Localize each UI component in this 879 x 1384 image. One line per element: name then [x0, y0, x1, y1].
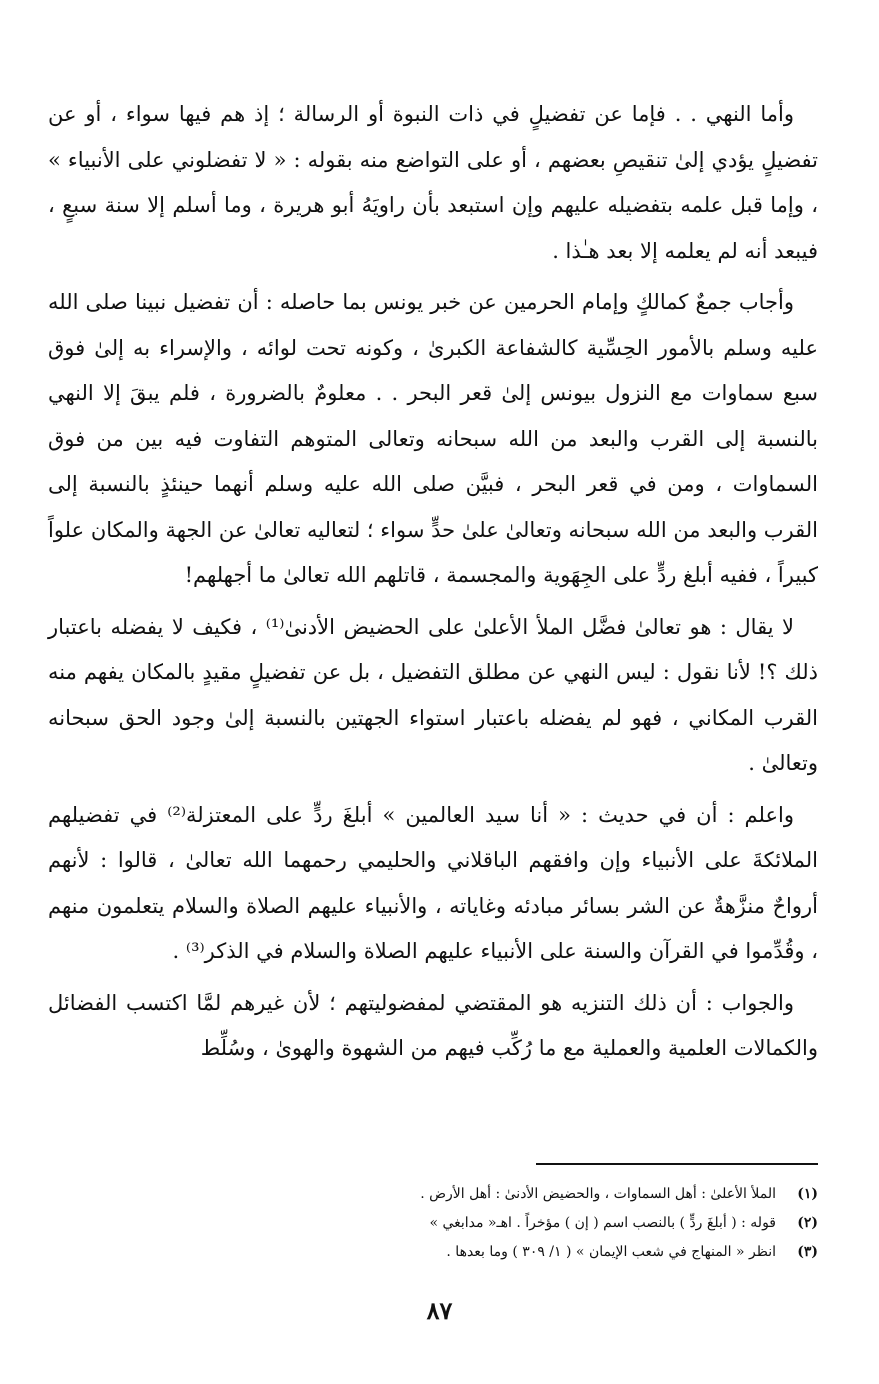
footnote-number: (٢) [797, 1215, 818, 1231]
footnote-2 [258, 1209, 818, 1238]
paragraph-4: واعلم : أن في حديث : « أنا سيد العالمين » أبلغَ ردٍّ على المعتزلة⁽²⁾ في تفضيلهم الملائكةَ على الأنبياء وإن وافقهم الباقلاني والحليمي رحمهما الله تعالىٰ ، قالوا : لأنهم أرواحٌ منزَّهةٌ عن الشر بسائر مبادئه وغاياته ، والأنبياء عليهم الصلاة والسلام يتعلمون منهم ، وقُدِّموا في القرآن والسنة على الأنبياء عليهم الصلاة والسلام في الذكر⁽³⁾ . [48, 802, 818, 963]
footnotes [258, 1180, 818, 1267]
page-number: ٨٧ [426, 1296, 453, 1325]
footnote-text: انظر « المنهاج في شعب الإيمان » ( ١/ ٣٠٩ ) وما بعدها . [446, 1244, 776, 1260]
footnote-text: قوله : ( أبلغَ ردٍّ ) بالنصب اسم ( إن ) مؤخراً . اهـ« مدابغي » [429, 1215, 776, 1231]
footnote-text: الملأ الأعلىٰ : أهل السماوات ، والحضيض الأدنىٰ : أهل الأرض . [420, 1186, 776, 1202]
paragraph-2: وأجاب جمعٌ كمالكٍ وإمام الحرمين عن خبر يونس بما حاصله : أن تفضيل نبينا صلى الله عليه وسلم بالأمور الحِسِّية كالشفاعة الكبرىٰ ، وكونه تحت لوائه ، والإسراء به إلىٰ فوق سبع سماوات مع النزول بيونس إلىٰ قعر البحر . . معلومٌ بالضرورة ، فلم يبقَ إلا النهي بالنسبة إلى القرب والبعد من الله سبحانه وتعالى المتوهم التفاوت فيه بين من فوق السماوات ، ومن في قعر البحر ، فبيَّن صلى الله عليه وسلم أنهما حينئذٍ بالنسبة إلى القرب والبعد من الله سبحانه وتعالىٰ علىٰ حدٍّ سواء ؛ لتعاليه تعالىٰ عن الجهة والمكان علواً كبيراً ، ففيه أبلغ ردٍّ على الجِهَوية والمجسمة ، قاتلهم الله تعالىٰ ما أجهلهم! [48, 290, 818, 587]
main-text [48, 92, 818, 1072]
footnote-divider [536, 1163, 818, 1165]
footnote-1 [258, 1180, 818, 1209]
footnote-3 [258, 1238, 818, 1267]
paragraph-5: والجواب : أن ذلك التنزيه هو المقتضي لمفضوليتهم ؛ لأن غيرهم لمَّا اكتسب الفضائل والكمالات العلمية والعملية مع ما رُكِّب فيهم من الشهوة والهوىٰ ، وسُلِّط [48, 990, 818, 1060]
footnote-number: (٣) [797, 1244, 818, 1260]
paragraph-1: وأما النهي . . فإما عن تفضيلٍ في ذات النبوة أو الرسالة ؛ إذ هم فيها سواء ، أو عن تفضيلٍ يؤدي إلىٰ تنقيصِ بعضهم ، أو على التواضع منه بقوله : « لا تفضلوني على الأنبياء » ، وإما قبل علمه بتفضيله عليهم وإن استبعد بأن راويَهُ أبو هريرة ، وما أسلم إلا سنة سبعٍ ، فيبعد أنه لم يعلمه إلا بعد هـٰذا . [48, 102, 818, 263]
paragraph-3: لا يقال : هو تعالىٰ فضَّل الملأ الأعلىٰ على الحضيض الأدنىٰ⁽¹⁾ ، فكيف لا يفضله باعتبار ذلك ؟! لأنا نقول : ليس النهي عن مطلق التفضيل ، بل عن تفضيلٍ مقيدٍ بالمكان يفهم منه القرب المكاني ، فهو لم يفضله باعتبار استواء الجهتين بالنسبة إلىٰ وجود الحق سبحانه وتعالىٰ . [48, 614, 818, 775]
footnote-number: (١) [797, 1186, 818, 1202]
